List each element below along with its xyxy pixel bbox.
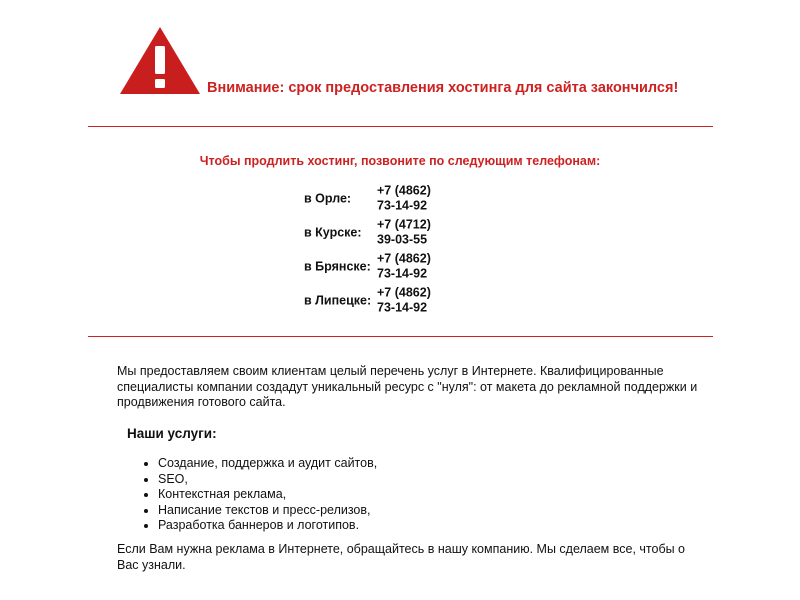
phone-instructions-heading: Чтобы продлить хостинг, позвоните по следующим телефонам: (199, 154, 601, 168)
service-item: • Разработка баннеров и логотипов. (158, 518, 377, 534)
bottom-divider (88, 336, 713, 337)
city-label: в Орле: (304, 190, 352, 205)
service-item: • Написание текстов и пресс-релизов, (158, 503, 377, 519)
phone-number: +7 (4862) 73-14-92 (377, 285, 431, 315)
city-label: в Брянске: (304, 258, 371, 273)
service-item: • Контекстная реклама, (158, 487, 377, 503)
service-item: • Создание, поддержка и аудит сайтов, (158, 456, 377, 472)
phone-number: +7 (4712) 39-03-55 (377, 217, 431, 247)
exclamation-dot (155, 79, 165, 88)
company-intro-paragraph: Мы предоставляем своим клиентам целый перечень услуг в Интернете. Квалифицированные специалисты компании создадут уникальный ресурс с "нуля": от макета до рекламной поддержки и продвижения готового сайта. (117, 364, 698, 409)
phone-number: +7 (4862) 73-14-92 (377, 251, 431, 281)
phone-number: +7 (4862) 73-14-92 (377, 183, 431, 213)
city-label: в Липецке: (304, 292, 372, 307)
expiry-warning-headline: Внимание: срок предоставления хостинга для сайта закончился! (207, 80, 679, 96)
warning-triangle-icon (118, 24, 202, 96)
services-heading: Наши услуги: (127, 426, 217, 441)
exclamation-bar (155, 46, 165, 74)
closing-paragraph: Если Вам нужна реклама в Интернете, обращайтесь в нашу компанию. Мы сделаем все, чтобы о Вас узнали. (117, 542, 686, 572)
services-list (141, 456, 377, 534)
city-label: в Курске: (304, 224, 362, 239)
top-divider (88, 126, 713, 127)
service-item: • SEO, (158, 472, 377, 488)
